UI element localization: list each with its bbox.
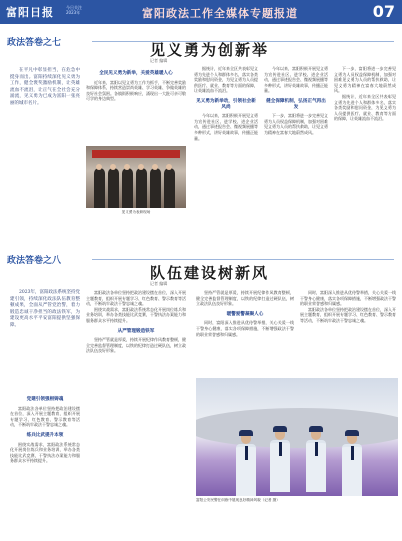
paragraph: 坚持严管就是厚爱，持续开展纪律作风教育整顿，健全完善监督管理制度，以铁的纪律打造过硬队伍，树立政法队伍良好形象。 [86, 337, 186, 354]
photo-head [138, 164, 144, 170]
paragraph: 今年以来，富阳积极开展见义勇为宣传进社区、进学校、进企业活动，通过事迹报告会、微视频展播等多种形式，讲好英雄故事，传播正能量。 [264, 66, 328, 94]
paragraph: 富阳政法各单位坚持把政治建设摆在首位，深入开展主题教育，组织开展专题学习、红色教育、警示教育等活动，不断筑牢政法干警忠诚之魂。 [86, 290, 186, 307]
photo-head [166, 164, 172, 170]
byline-2: 记者 编辑 [150, 281, 168, 286]
article-column [264, 66, 328, 246]
photo-caption-2: 富阳公安民警在训练中展现良好精神风貌（记者 摄） [196, 498, 280, 502]
paragraph: 下一步，富阳将进一步完善见义勇为人员权益保障机制，加强对困难见义勇为人员的帮扶救助，让见义勇为精神在富春大地蔚然成风。 [264, 113, 328, 135]
photo-background-hill [196, 408, 398, 448]
subhead: 健全保障机制，弘扬正气再出发 [266, 98, 326, 110]
article-column [196, 290, 294, 374]
photo-figure [150, 168, 161, 208]
police-officer-figure [270, 426, 290, 496]
masthead-meta-line: 今日关注 [66, 5, 82, 10]
photo-figure [94, 168, 105, 208]
masthead-meta-line: 2023年 [66, 10, 81, 15]
lead-paragraph-1: 在平凡中彰显担当，在危急中挺身而出。富阳持续深化见义勇为工作，健全褒奖激励机制，让英雄流血不流泪，让正气在全社会充分涌流，见义勇为已成为富阳一张亮丽的城市名片。 [10, 68, 80, 106]
paragraph: 围绕实战需求，富阳政法系统常态化开展岗位练兵和业务培训，举办各类技能比武竞赛，干警执法办案能力和服务群众水平持续提升。 [86, 306, 186, 323]
photo-figure [136, 168, 147, 208]
article-title-1: 见义勇为创新举 [150, 41, 270, 59]
subhead: 暖警爱警凝聚人心 [226, 311, 264, 317]
paragraph: 下一步，富阳将进一步完善见义勇为人员权益保障机制，加强对困难见义勇为人员的帮扶救助，让见义勇为精神在富春大地蔚然成风。 [334, 66, 396, 94]
paragraph: 据统计，近年来全区共表彰见义勇为先进个人和群体多名，落实各类奖励和慰问资金，为见义勇为人员提供医疗、就业、教育等方面的保障，让英雄流血不流泪。 [334, 93, 396, 122]
paragraph: 坚持严管就是厚爱，持续开展纪律作风教育整顿，健全完善监督管理制度，以铁的纪律打造过硬队伍，树立政法队伍良好形象。 [196, 290, 294, 307]
lead-paragraph-2: 2023年，富阳政法系统坚持党建引领，持续深化政法队伍教育整顿成果，全面从严管党治警，着力锻造忠诚干净担当的政法铁军，为建设更高水平平安富阳提供坚强保障。 [10, 290, 80, 328]
paragraph: 据统计，近年来全区共表彰见义勇为先进个人和群体多名，落实各类奖励和慰问资金，为见义勇为人员提供医疗、就业、教育等方面的保障，让英雄流血不流泪。 [194, 66, 258, 94]
article-column [86, 66, 186, 144]
photo-banner-shape [92, 150, 180, 158]
article-column [300, 290, 396, 374]
paragraph: 近年来，富阳以见义勇为工作为抓手，不断完善奖励和保障体系，持续营造崇尚英雄、学习英雄、争做英雄的良好社会氛围。各镇街积极响应，涌现出一大批可亲可敬可学的身边典型。 [86, 79, 186, 102]
police-officer-figure [306, 426, 326, 496]
award-ceremony-photo [86, 146, 186, 208]
article-column [86, 290, 186, 532]
photo-figure [108, 168, 119, 208]
photo-caption-1: 见义勇为表彰现场 [121, 210, 151, 214]
paragraph: 今年以来，富阳积极开展见义勇为宣传进社区、进学校、进企业活动，通过事迹报告会、微视频展播等多种形式，讲好英雄故事，传播正能量。 [194, 113, 258, 141]
masthead-banner: 富阳政法工作全媒体专题报道 [142, 7, 298, 20]
paragraph: 富阳政法各单位坚持把政治建设摆在首位，深入开展主题教育，组织开展专题学习、红色教育、警示教育等活动，不断筑牢政法干警忠诚之魂。 [300, 306, 396, 323]
paragraph: 围绕实战需求，富阳政法系统常态化开展岗位练兵和业务培训，举办各类技能比武竞赛，干警执法办案能力和服务群众水平持续提升。 [10, 441, 80, 464]
paragraph: 富阳政法各单位坚持把政治建设摆在首位，深入开展主题教育，组织开展专题学习、红色教育、警示教育等活动，不断筑牢政法干警忠诚之魂。 [10, 405, 80, 428]
subhead: 练兵比武提升本领 [26, 432, 64, 438]
paragraph: 同时，富阳深入推进从优待警举措，关心关爱一线干警身心健康，落实各项保障措施，不断增强政法干警的职业荣誉感和归属感。 [196, 320, 294, 337]
photo-head [152, 164, 158, 170]
page-number: 07 [372, 2, 395, 21]
section-rule [92, 259, 394, 260]
photo-head [96, 164, 102, 170]
subhead: 见义勇为新举动，引领社会新风尚 [196, 98, 256, 110]
newspaper-logo: 富阳日报 [6, 6, 54, 19]
article-column [10, 392, 80, 532]
photo-head [124, 164, 130, 170]
police-officer-figure [236, 430, 256, 496]
police-officer-figure [342, 430, 362, 496]
article-column [334, 66, 396, 246]
photo-figure [122, 168, 133, 208]
section-tag: 政法答卷之七 [7, 38, 62, 48]
photo-figure [164, 168, 175, 208]
police-training-photo [196, 378, 398, 496]
section-tag: 政法答卷之八 [7, 256, 62, 266]
article-column [194, 66, 258, 246]
paragraph: 同时，富阳深入推进从优待警举措，关心关爱一线干警身心健康，落实各项保障措施，不断增强政法干警的职业荣誉感和归属感。 [300, 290, 396, 307]
subhead: 党建引领强根铸魂 [26, 397, 64, 402]
article-title-2: 队伍建设树新风 [150, 264, 270, 282]
masthead-meta [66, 5, 82, 15]
photo-head [110, 164, 116, 170]
masthead [0, 0, 402, 24]
subhead: 从严管理锻造铁军 [117, 328, 155, 334]
subhead: 全民见义勇为新举，关爱英雄暖人心 [99, 71, 173, 76]
byline-1: 记者 编辑 [150, 58, 168, 63]
